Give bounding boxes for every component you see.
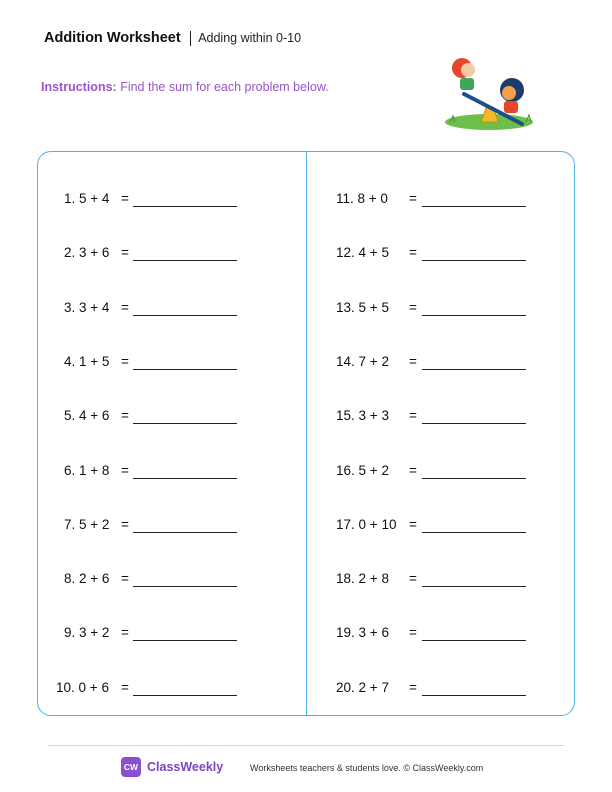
equals-sign: =	[121, 353, 129, 369]
problem-row	[50, 300, 250, 320]
answer-blank[interactable]	[133, 532, 237, 533]
problem-expression	[336, 300, 389, 315]
answer-blank[interactable]	[422, 586, 526, 587]
equals-sign: =	[409, 191, 417, 206]
problem-row	[50, 625, 250, 645]
answer-blank[interactable]	[133, 586, 237, 587]
problem-number: 17.	[336, 516, 355, 532]
equals-sign: =	[121, 245, 129, 261]
problem-expression	[336, 354, 389, 369]
problem-row	[50, 463, 250, 483]
problem-expression	[336, 408, 389, 423]
problem-row	[50, 571, 250, 591]
problem-row	[50, 517, 250, 537]
answer-blank[interactable]	[133, 640, 237, 641]
problem-sum: 3 + 3	[358, 408, 389, 424]
answer-blank[interactable]	[133, 478, 237, 479]
problem-row	[50, 408, 250, 428]
problem-number: 7.	[64, 516, 76, 532]
problem-number: 2.	[64, 245, 76, 261]
problem-expression	[336, 463, 389, 478]
problem-sum: 0 + 6	[78, 679, 109, 695]
problem-sum: 5 + 4	[79, 191, 110, 206]
problem-number: 4.	[64, 353, 76, 369]
problem-sum: 3 + 2	[79, 625, 110, 641]
equals-sign: =	[121, 408, 129, 424]
equals-sign: =	[409, 408, 417, 424]
footer	[0, 757, 612, 779]
problem-row	[336, 354, 536, 374]
problem-expression	[336, 571, 389, 586]
problem-sum: 3 + 6	[358, 625, 389, 641]
problem-row	[336, 517, 536, 537]
problem-number: 20.	[336, 679, 355, 695]
brand-name: ClassWeekly	[147, 760, 224, 774]
instructions-text: Find the sum for each problem below.	[120, 80, 329, 94]
problem-row	[336, 680, 536, 700]
answer-blank[interactable]	[133, 695, 237, 696]
kids-seesaw-illustration	[434, 46, 544, 136]
problem-number: 18.	[336, 571, 355, 587]
problem-sum: 3 + 6	[79, 245, 110, 261]
equals-sign: =	[121, 679, 129, 695]
problem-row	[336, 191, 536, 211]
equals-sign: =	[409, 353, 417, 369]
problem-number: 13.	[336, 299, 355, 315]
problem-sum: 4 + 5	[358, 245, 389, 261]
problem-row	[336, 571, 536, 591]
answer-blank[interactable]	[133, 423, 237, 424]
problem-sum: 5 + 2	[358, 462, 389, 478]
worksheet-title: Addition Worksheet	[44, 30, 181, 46]
instructions-label: Instructions:	[41, 80, 117, 94]
equals-sign: =	[121, 299, 129, 315]
problem-row	[336, 625, 536, 645]
classweekly-logo-icon: CW	[121, 757, 141, 777]
problem-expression	[64, 354, 109, 369]
problem-row	[336, 300, 536, 320]
problem-row	[50, 191, 250, 211]
problem-number: 9.	[64, 625, 76, 641]
equals-sign: =	[121, 516, 129, 532]
worksheet-header	[44, 28, 301, 48]
problem-number: 3.	[64, 299, 76, 315]
answer-blank[interactable]	[422, 369, 526, 370]
problem-expression	[64, 191, 109, 206]
problem-expression	[64, 571, 109, 586]
problem-expression	[64, 245, 109, 260]
problem-sum: 1 + 5	[79, 353, 110, 369]
equals-sign: =	[409, 462, 417, 478]
problem-number: 19.	[336, 625, 355, 641]
problem-number: 6.	[64, 462, 76, 478]
equals-sign: =	[409, 299, 417, 315]
problem-sum: 0 + 10	[358, 516, 397, 532]
problem-row	[50, 245, 250, 265]
problem-row	[336, 245, 536, 265]
problem-expression	[64, 300, 109, 315]
answer-blank[interactable]	[133, 206, 237, 207]
problem-sum: 5 + 5	[358, 299, 389, 315]
footer-divider	[48, 745, 564, 746]
problem-number: 16.	[336, 462, 355, 478]
answer-blank[interactable]	[422, 315, 526, 316]
header-separator	[190, 31, 192, 46]
problem-sum: 2 + 8	[358, 571, 389, 587]
problem-number: 11.	[336, 191, 354, 206]
problem-number: 8.	[64, 571, 76, 587]
problem-row	[336, 408, 536, 428]
problem-number: 15.	[336, 408, 355, 424]
problem-expression	[336, 191, 388, 206]
footer-tagline: Worksheets teachers & students love. © ClassWeekly.com	[250, 763, 484, 773]
problem-sum: 2 + 7	[358, 679, 389, 695]
equals-sign: =	[121, 625, 129, 641]
answer-blank[interactable]	[133, 260, 237, 261]
problem-number: 10.	[56, 679, 75, 695]
equals-sign: =	[409, 625, 417, 641]
equals-sign: =	[409, 245, 417, 261]
problem-expression	[336, 245, 389, 260]
problem-sum: 5 + 2	[79, 516, 110, 532]
problem-number: 5.	[64, 408, 76, 424]
problem-expression	[64, 625, 109, 640]
problem-number: 1.	[64, 191, 76, 206]
problem-row	[50, 680, 250, 700]
problem-expression	[336, 625, 389, 640]
equals-sign: =	[121, 462, 129, 478]
answer-blank[interactable]	[133, 369, 237, 370]
equals-sign: =	[409, 516, 417, 532]
problem-number: 14.	[336, 353, 355, 369]
equals-sign: =	[409, 679, 417, 695]
problem-sum: 1 + 8	[79, 462, 110, 478]
worksheet-subtitle: Adding within 0-10	[198, 31, 302, 45]
problem-expression	[64, 517, 109, 532]
problem-sum: 7 + 2	[358, 353, 389, 369]
problem-expression	[64, 408, 109, 423]
answer-blank[interactable]	[422, 695, 526, 696]
problem-expression	[336, 680, 389, 695]
problem-sum: 8 + 0	[357, 191, 388, 206]
answer-blank[interactable]	[422, 423, 526, 424]
answer-blank[interactable]	[422, 532, 526, 533]
problem-row	[336, 463, 536, 483]
instructions	[41, 80, 329, 94]
answer-blank[interactable]	[422, 260, 526, 261]
column-divider	[306, 152, 307, 715]
answer-blank[interactable]	[133, 315, 237, 316]
problem-sum: 2 + 6	[79, 571, 110, 587]
equals-sign: =	[121, 191, 129, 206]
problem-expression	[336, 517, 396, 532]
problem-sum: 3 + 4	[79, 299, 110, 315]
answer-blank[interactable]	[422, 640, 526, 641]
problem-expression	[56, 680, 109, 695]
problem-number: 12.	[336, 245, 355, 261]
equals-sign: =	[121, 571, 129, 587]
equals-sign: =	[409, 571, 417, 587]
answer-blank[interactable]	[422, 206, 526, 207]
problem-sum: 4 + 6	[79, 408, 110, 424]
problem-row	[50, 354, 250, 374]
problem-expression	[64, 463, 109, 478]
answer-blank[interactable]	[422, 478, 526, 479]
